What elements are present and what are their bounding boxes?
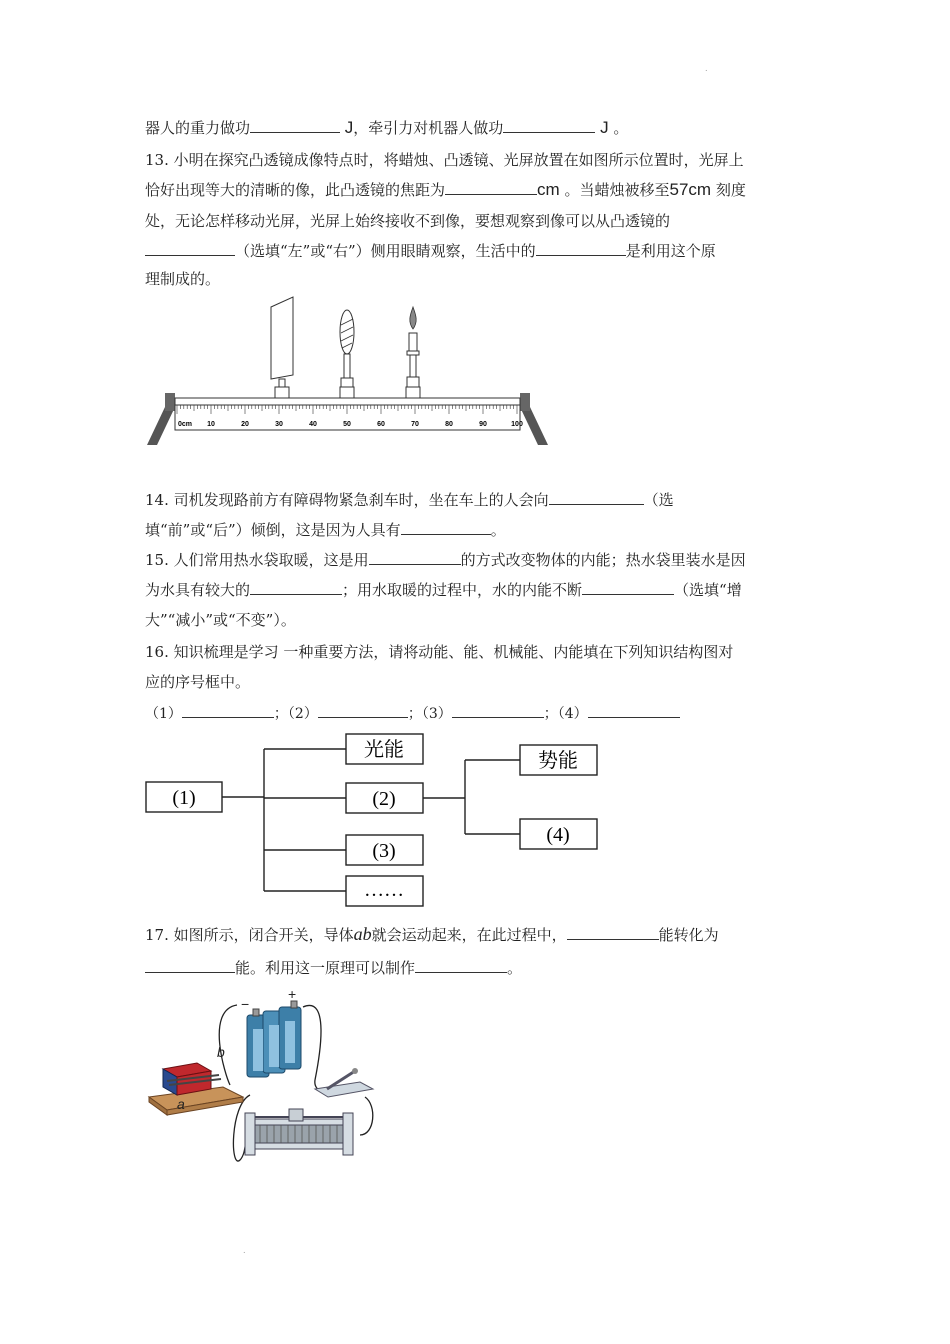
q13-text-2c: 刻度 <box>715 181 746 199</box>
q15-text-1b: 的方式改变物体的内能；热水袋里装水是因 <box>460 551 746 569</box>
ruler-label: 100 <box>511 421 523 428</box>
q12-unit-2: J <box>600 118 609 137</box>
candle-body <box>409 333 417 351</box>
q14-line-2 <box>145 520 506 540</box>
q16-blank-3[interactable] <box>452 703 544 718</box>
q16-blank-1[interactable] <box>182 703 274 718</box>
q13-text-4b: 是利用这个原 <box>625 242 716 260</box>
box-3-label: (3) <box>372 840 396 862</box>
box-potential-label: 势能 <box>538 748 578 772</box>
ruler-label: 20 <box>241 421 249 428</box>
q15-blank-method[interactable] <box>369 550 461 565</box>
ruler-label: 0cm <box>178 421 193 428</box>
q16-label-3: ；（3） <box>407 706 452 722</box>
q17-text-1c: 能转化为 <box>658 926 719 944</box>
q15-line-3: 大”“减小”或“不变”）。 <box>145 611 296 629</box>
candle-holder <box>406 387 420 398</box>
ruler-label: 60 <box>377 421 385 428</box>
q13-pos-value: 57cm <box>669 180 712 199</box>
motor-circuit-figure <box>145 985 380 1170</box>
q17-text-2a: 能。利用这一原理可以制作 <box>235 959 416 977</box>
q15-line-1 <box>145 550 746 570</box>
q17-line-1 <box>145 924 719 945</box>
q13-line-1: 13. 小明在探究凸透镜成像特点时，将蜡烛、凸透镜、光屏放置在如图所示位置时，光屏上 <box>145 151 744 169</box>
wire-switch-rheostat <box>360 1097 373 1135</box>
ruler-label: 10 <box>207 421 215 428</box>
q14-blank-property[interactable] <box>401 520 491 535</box>
light-screen <box>271 297 293 379</box>
bottom-dot: . <box>243 1246 246 1255</box>
q13-text-4a: （选填“左”或“右”）侧用眼睛观察，生活中的 <box>235 242 536 260</box>
q12-end: 。 <box>613 119 629 137</box>
q13-blank-side[interactable] <box>145 241 235 256</box>
q15-text-2c: （选填“增 <box>674 581 742 599</box>
convex-lens <box>340 310 354 354</box>
box-more-label: …… <box>364 879 404 901</box>
q16-blank-line <box>145 703 680 724</box>
q12-blank-2[interactable] <box>503 118 595 133</box>
bench-right-end <box>520 393 530 411</box>
battery-minus-label: − <box>241 996 250 1012</box>
q16-blank-2[interactable] <box>318 703 408 718</box>
q17-text-1b: 就会运动起来，在此过程中， <box>371 926 567 944</box>
q16-line-1: 16. 知识梳理是学习 一种重要方法，请将动能、能、机械能、内能填在下列知识结构图对 <box>145 643 734 661</box>
q15-text-2a: 为水具有较大的 <box>145 581 251 599</box>
q14-blank-direction[interactable] <box>549 490 644 505</box>
ruler-label: 50 <box>343 421 351 428</box>
ruler-label: 30 <box>275 421 283 428</box>
q14-text-1b: （选 <box>643 491 674 509</box>
bench-right-leg <box>520 407 548 445</box>
lens-stem <box>344 354 350 378</box>
q17-text-2b: 。 <box>507 959 523 977</box>
q13-unit-cm: cm <box>537 180 560 199</box>
q13-line-2 <box>145 180 746 200</box>
q17-blank-device[interactable] <box>415 958 507 973</box>
knowledge-structure-diagram <box>140 728 610 913</box>
q17-blank-to[interactable] <box>145 958 235 973</box>
q16-line-2: 应的序号框中。 <box>145 673 251 691</box>
candle-stem <box>410 355 416 377</box>
q12-text-b: ，牵引力对机器人做功 <box>353 119 504 137</box>
q15-line-2 <box>145 580 742 600</box>
battery-plus-label: + <box>288 986 297 1002</box>
ruler-label: 40 <box>309 421 317 428</box>
q12-line <box>145 118 628 138</box>
q13-blank-device[interactable] <box>536 241 626 256</box>
rheostat <box>245 1109 353 1155</box>
knife-switch <box>315 1068 373 1097</box>
q17-line-2 <box>145 958 522 978</box>
q15-text-1a: 15. 人们常用热水袋取暖，这是用 <box>145 551 369 569</box>
wire-battery-switch <box>303 1005 340 1093</box>
box-4-label: (4) <box>546 824 570 846</box>
lens-holder <box>340 387 354 398</box>
q15-blank-capacity[interactable] <box>250 580 342 595</box>
corner-dot: . <box>705 64 708 73</box>
q14-text-1a: 14. 司机发现路前方有障碍物紧急刹车时，坐在车上的人会向 <box>145 491 549 509</box>
conductor-b-label: b <box>217 1044 225 1060</box>
q12-unit-1: J <box>344 118 354 137</box>
q13-line-4 <box>145 241 716 261</box>
q14-line-1 <box>145 490 674 510</box>
q14-text-2a: 填“前”或“后”）倾倒，这是因为人具有 <box>145 521 401 539</box>
q13-text-2b: 。当蜡烛被移至 <box>564 181 670 199</box>
screen-stem <box>279 379 285 387</box>
candle-flame <box>410 307 416 329</box>
ruler-label: 90 <box>479 421 487 428</box>
ruler-label: 70 <box>411 421 419 428</box>
q14-text-2b: 。 <box>490 521 506 539</box>
q16-blank-4[interactable] <box>588 703 680 718</box>
q15-blank-change[interactable] <box>582 580 674 595</box>
q16-label-2: ；（2） <box>273 706 318 722</box>
q16-label-1: （1） <box>145 706 182 722</box>
box-1-label: (1) <box>172 787 196 809</box>
q17-blank-from[interactable] <box>567 925 659 940</box>
magnet-base <box>149 1063 243 1115</box>
screen-holder <box>275 387 289 398</box>
ruler-label: 80 <box>445 421 453 428</box>
q13-line-5: 理制成的。 <box>145 270 221 288</box>
q12-text-a: 器人的重力做功 <box>145 119 251 137</box>
q12-blank-1[interactable] <box>250 118 340 133</box>
bench-left-end <box>165 393 175 411</box>
q13-blank-focal[interactable] <box>445 180 537 195</box>
q13-text-2a: 恰好出现等大的清晰的像，此凸透镜的焦距为 <box>145 181 446 199</box>
box-2-label: (2) <box>372 788 396 810</box>
q16-label-4: ；（4） <box>543 706 588 722</box>
optical-bench-figure <box>145 295 550 450</box>
bench-left-leg <box>147 407 175 445</box>
conductor-a-label: a <box>177 1096 185 1112</box>
q15-text-2b: ；用水取暖的过程中，水的内能不断 <box>342 581 583 599</box>
q13-line-3: 处，无论怎样移动光屏，光屏上始终接收不到像，要想观察到像可以从凸透镜的 <box>145 212 671 230</box>
box-light-label: 光能 <box>364 737 404 761</box>
q17-conductor: ab <box>353 924 372 944</box>
q17-text-1a: 17. 如图所示，闭合开关，导体 <box>145 926 354 944</box>
battery-pack <box>247 1001 301 1077</box>
